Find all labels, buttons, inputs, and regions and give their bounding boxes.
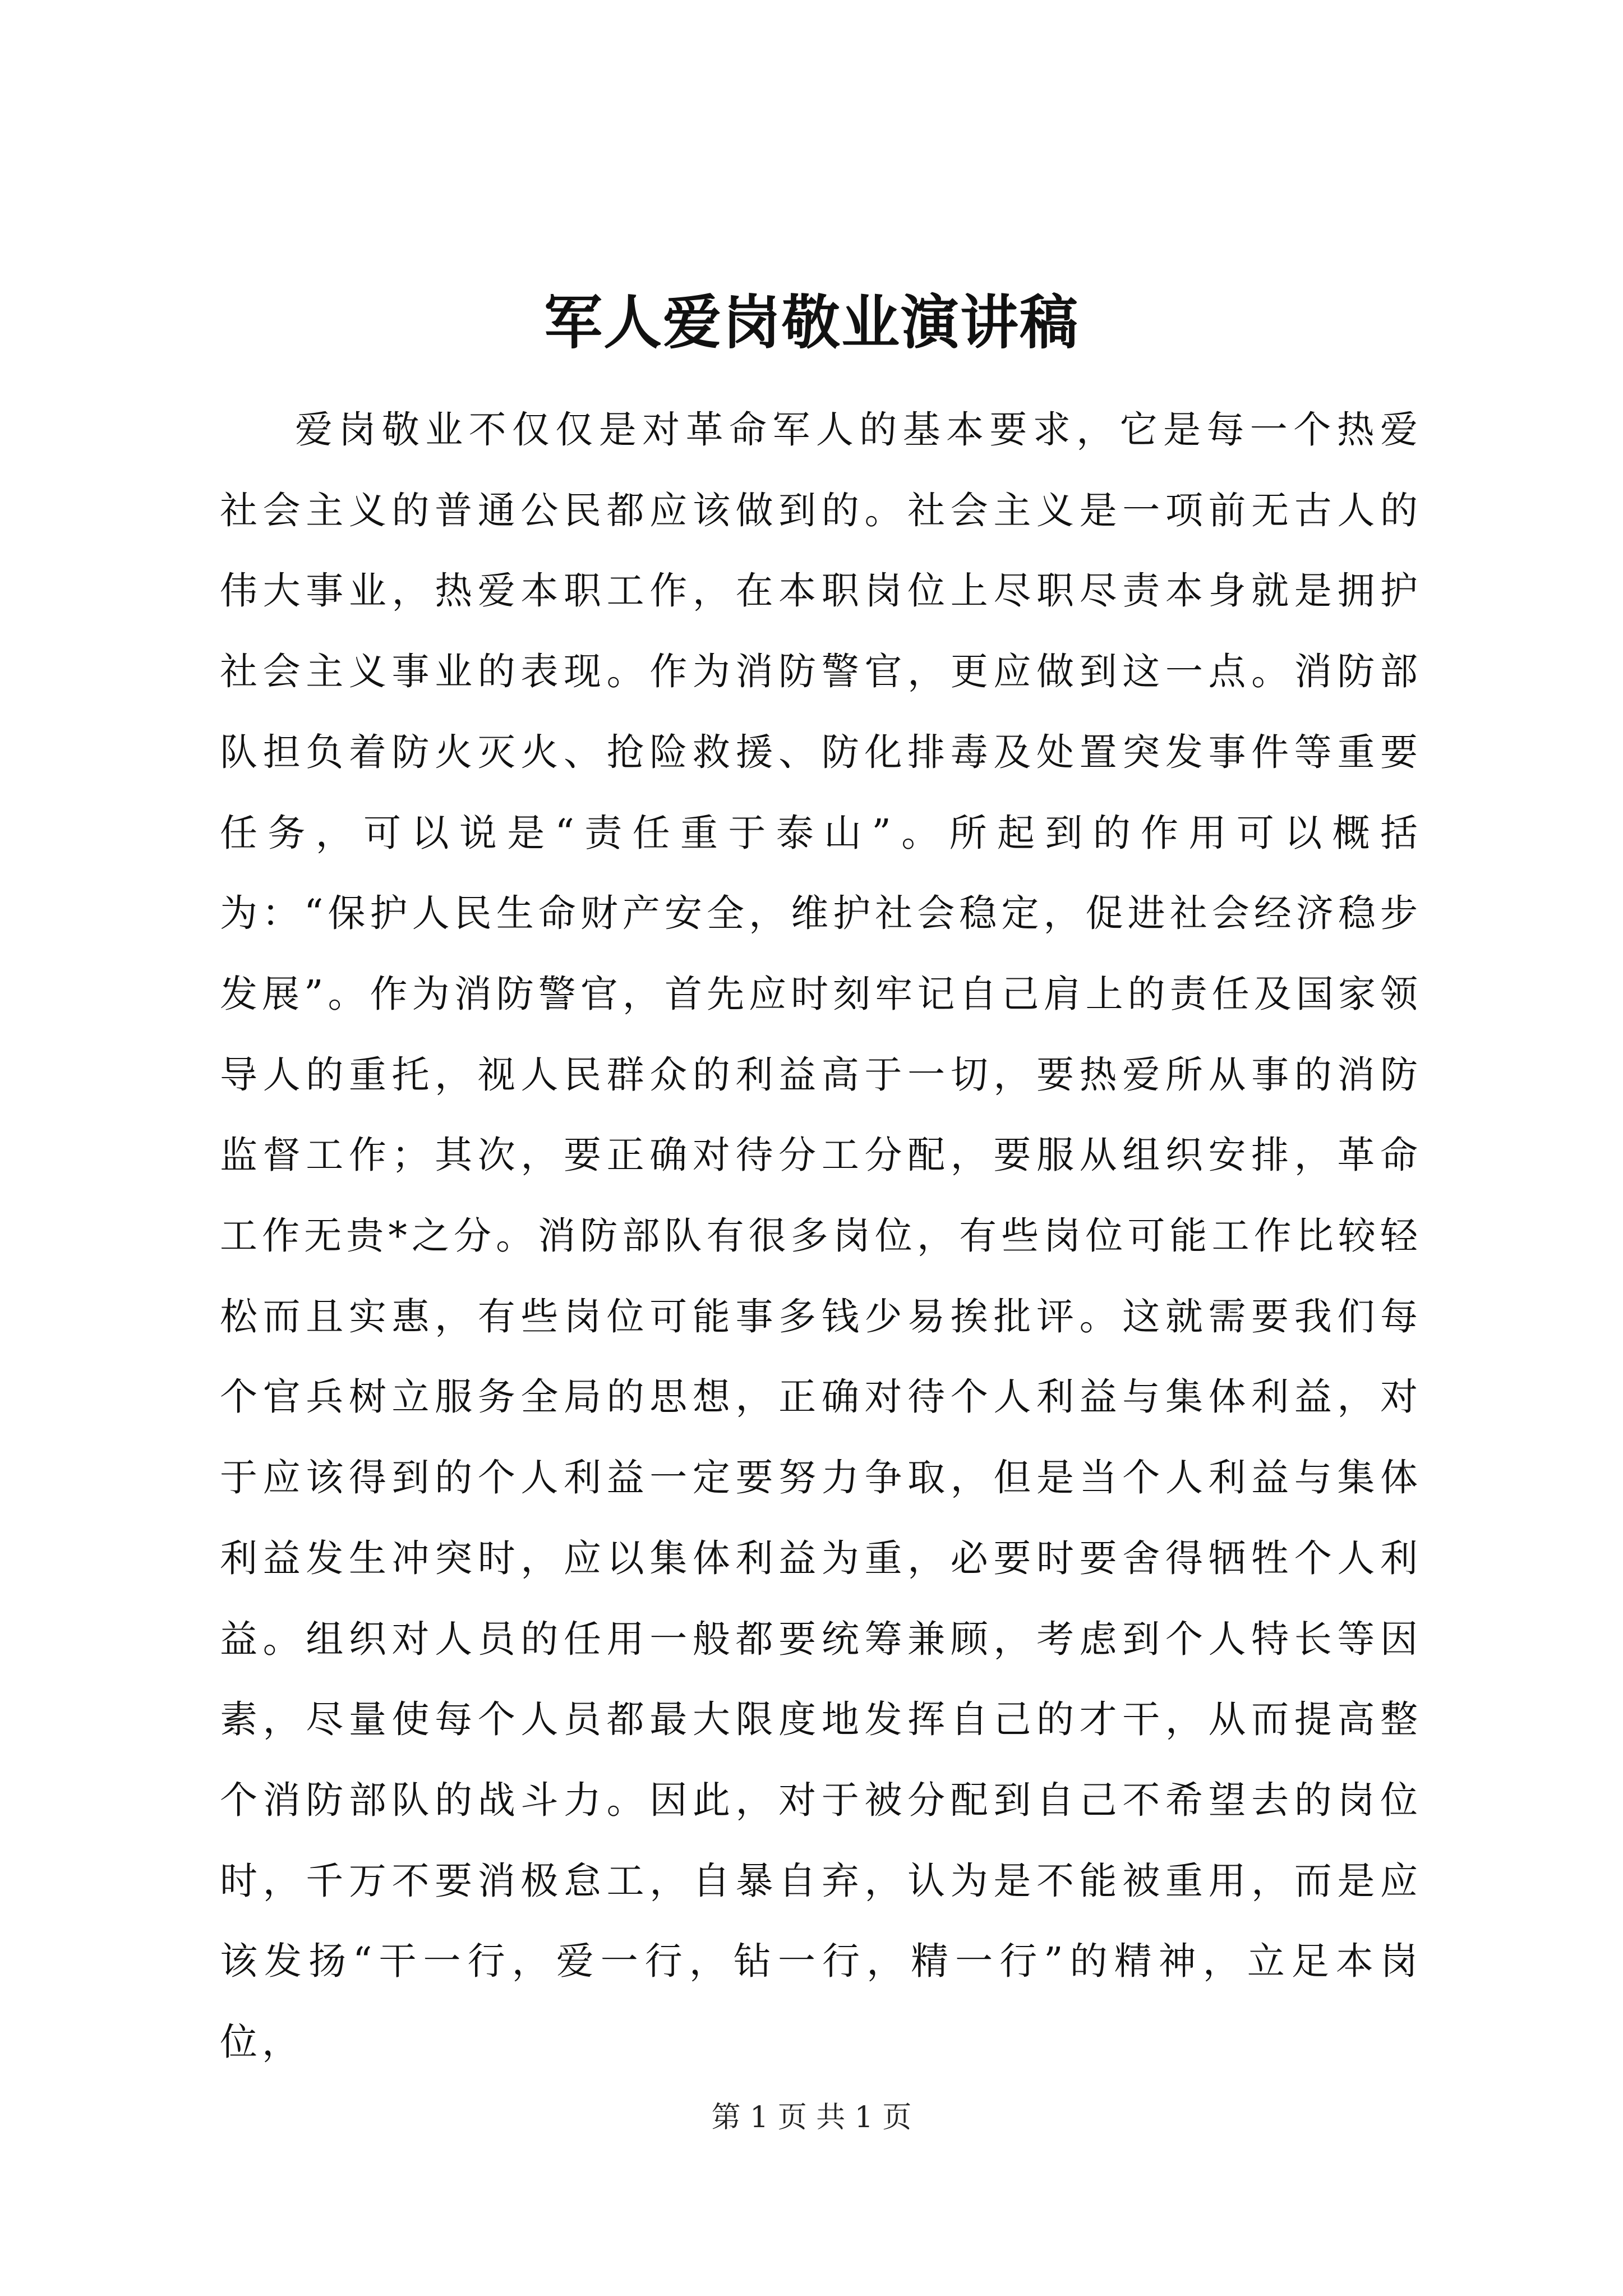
document-title: 军人爱岗敬业演讲稿 [543,288,1079,357]
document-body-paragraph: 爱岗敬业不仅仅是对革命军人的基本要求，它是每一个热爱社会主义的普通公民都应该做到的。社会主义是一项前无古人的伟大事业，热爱本职工作，在本职岗位上尽职尽责本身就是拥护社会主义事业的表现。作为消防警官，更应做到这一点。消防部队担负着防火灭火、抢险救援、防化排毒及处置突发事件等重要任务，可以说是“责任重于泰山”。所起到的作用可以概括为：“保护人民生命财产安全，维护社会稳定，促进社会经济稳步发展”。作为消防警官，首先应时刻牢记自己肩上的责任及国家领导人的重托，视人民群众的利益高于一切，要热爱所从事的消防监督工作；其次，要正确对待分工分配，要服从组织安排，革命工作无贵*之分。消防部队有很多岗位，有些岗位可能工作比较轻松而且实惠，有些岗位可能事多钱少易挨批评。这就需要我们每个官兵树立服务全局的思想，正确对待个人利益与集体利益，对于应该得到的个人利益一定要努力争取，但是当个人利益与集体利益发生冲突时，应以集体利益为重，必要时要舍得牺牲个人利益。组织对人员的任用一般都要统筹兼顾，考虑到个人特长等因素，尽量使每个人员都最大限度地发挥自己的才干，从而提高整个消防部队的战斗力。因此，对于被分配到自己不希望去的岗位时，千万不要消极怠工，自暴自弃，认为是不能被重用，而是应该发扬“干一行，爱一行，钻一行，精一行”的精神，立足本岗位， [220,408,1422,2064]
page-number-footer: 第 1 页 共 1 页 [711,2101,912,2134]
